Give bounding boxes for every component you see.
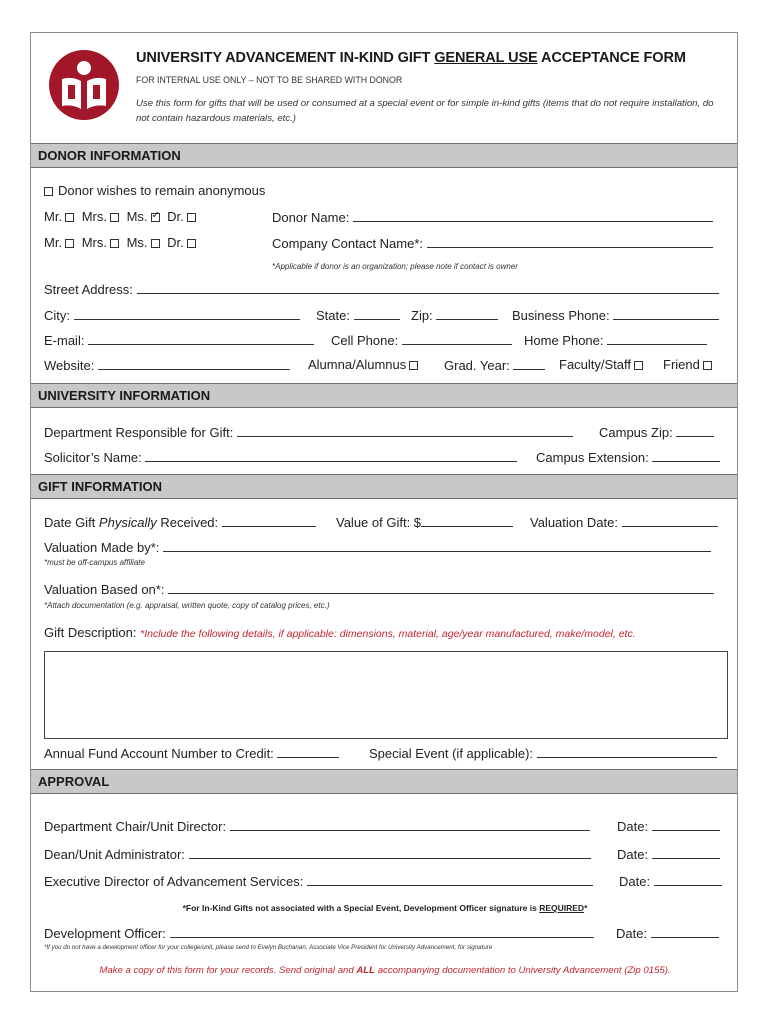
grad-year-field[interactable] bbox=[513, 357, 545, 370]
zip-field[interactable] bbox=[436, 307, 498, 320]
state-field[interactable] bbox=[354, 307, 400, 320]
dean-date-row: Date: bbox=[617, 846, 720, 862]
contact-mr-checkbox[interactable] bbox=[65, 239, 74, 248]
department-row: Department Responsible for Gift: bbox=[44, 424, 573, 440]
solicitor-row: Solicitor’s Name: bbox=[44, 449, 517, 465]
contact-ms-checkbox[interactable] bbox=[151, 239, 160, 248]
dev-officer-signature-field[interactable] bbox=[170, 925, 594, 938]
section-university-information: UNIVERSITY INFORMATION bbox=[31, 383, 737, 408]
grad-year-row: Grad. Year: bbox=[444, 357, 545, 373]
valuation-based-row: Valuation Based on*: bbox=[44, 581, 714, 597]
alumna-row: Alumna/Alumnus bbox=[308, 357, 418, 372]
chair-date-field[interactable] bbox=[652, 818, 720, 831]
footer-instructions: Make a copy of this form for your records. Send original and ALL accompanying documentation to University Advancement (Zip 0155). bbox=[99, 965, 671, 976]
university-logo-icon bbox=[48, 49, 120, 121]
company-contact-note: *Applicable if donor is an organization; please note if contact is owner bbox=[272, 262, 518, 271]
dev-officer-date-field[interactable] bbox=[651, 925, 719, 938]
cell-phone-row: Cell Phone: bbox=[331, 332, 512, 348]
date-received-field[interactable] bbox=[222, 514, 316, 527]
friend-checkbox[interactable] bbox=[703, 361, 712, 370]
section-approval: APPROVAL bbox=[31, 769, 737, 794]
campus-extension-row: Campus Extension: bbox=[536, 449, 720, 465]
section-donor-information: DONOR INFORMATION bbox=[31, 143, 737, 168]
dean-date-field[interactable] bbox=[652, 846, 720, 859]
campus-zip-row: Campus Zip: bbox=[599, 424, 714, 440]
valuation-made-note: *must be off-campus affiliate bbox=[44, 558, 145, 567]
city-field[interactable] bbox=[74, 307, 300, 320]
company-contact-field[interactable] bbox=[427, 235, 713, 248]
dev-officer-row: Development Officer: bbox=[44, 925, 594, 941]
street-address-row: Street Address: bbox=[44, 281, 719, 297]
anonymous-checkbox[interactable] bbox=[44, 187, 53, 196]
faculty-row: Faculty/Staff bbox=[559, 357, 643, 372]
special-event-field[interactable] bbox=[537, 745, 717, 758]
state-row: State: bbox=[316, 307, 400, 323]
valuation-based-note: *Attach documentation (e.g. appraisal, written quote, copy of catalog prices, etc.) bbox=[44, 601, 330, 610]
donor-name-field[interactable] bbox=[353, 209, 713, 222]
valuation-date-field[interactable] bbox=[622, 514, 718, 527]
donor-name-row: Donor Name: bbox=[272, 209, 713, 225]
annual-fund-field[interactable] bbox=[277, 745, 339, 758]
special-event-row: Special Event (if applicable): bbox=[369, 745, 717, 761]
contact-mrs-checkbox[interactable] bbox=[110, 239, 119, 248]
honorific-row-1: Mr. Mrs. Ms.✓ Dr. bbox=[44, 209, 196, 224]
internal-use-note: FOR INTERNAL USE ONLY – NOT TO BE SHARED WITH DONOR bbox=[136, 75, 403, 85]
alumna-checkbox[interactable] bbox=[409, 361, 418, 370]
chair-row: Department Chair/Unit Director: bbox=[44, 818, 590, 834]
annual-fund-row: Annual Fund Account Number to Credit: bbox=[44, 745, 339, 761]
street-address-field[interactable] bbox=[137, 281, 719, 294]
dr-checkbox[interactable] bbox=[187, 213, 196, 222]
chair-date-row: Date: bbox=[617, 818, 720, 834]
mrs-checkbox[interactable] bbox=[110, 213, 119, 222]
department-field[interactable] bbox=[237, 424, 573, 437]
chair-signature-field[interactable] bbox=[230, 818, 590, 831]
dean-row: Dean/Unit Administrator: bbox=[44, 846, 591, 862]
company-contact-row: Company Contact Name*: bbox=[272, 235, 713, 251]
dean-signature-field[interactable] bbox=[189, 846, 591, 859]
email-row: E-mail: bbox=[44, 332, 314, 348]
form-title: UNIVERSITY ADVANCEMENT IN-KIND GIFT GENERAL USE ACCEPTANCE FORM bbox=[136, 50, 686, 66]
contact-dr-checkbox[interactable] bbox=[187, 239, 196, 248]
friend-row: Friend bbox=[663, 357, 712, 372]
valuation-based-field[interactable] bbox=[168, 581, 714, 594]
ms-checkbox[interactable] bbox=[151, 213, 160, 222]
website-row: Website: bbox=[44, 357, 290, 373]
honorific-row-2: Mr. Mrs. Ms. Dr. bbox=[44, 235, 196, 250]
date-received-row: Date Gift Physically Received: bbox=[44, 514, 316, 530]
valuation-date-row: Valuation Date: bbox=[530, 514, 718, 530]
mr-checkbox[interactable] bbox=[65, 213, 74, 222]
campus-extension-field[interactable] bbox=[652, 449, 720, 462]
city-row: City: bbox=[44, 307, 300, 323]
value-of-gift-field[interactable] bbox=[421, 514, 513, 527]
dev-officer-note: *If you do not have a development officer for your college/unit, please send to Evelyn Buchanan, Associate Vice President for University Advancement, for signature bbox=[44, 944, 493, 951]
email-field[interactable] bbox=[88, 332, 314, 345]
exec-director-date-field[interactable] bbox=[654, 873, 722, 886]
form-intro: Use this form for gifts that will be used or consumed at a special event or for simple in-kind gifts (items that do not require installation, do not contain hazardous materials, etc.) bbox=[136, 98, 714, 124]
solicitor-field[interactable] bbox=[145, 449, 517, 462]
gift-description-hint: *Include the following details, if applicable: dimensions, material, age/year manufactured, make/model, etc. bbox=[140, 628, 636, 640]
website-field[interactable] bbox=[98, 357, 290, 370]
campus-zip-field[interactable] bbox=[676, 424, 714, 437]
anonymous-row: Donor wishes to remain anonymous bbox=[44, 183, 265, 198]
business-phone-row: Business Phone: bbox=[512, 307, 719, 323]
section-gift-information: GIFT INFORMATION bbox=[31, 474, 737, 499]
home-phone-row: Home Phone: bbox=[524, 332, 707, 348]
zip-row: Zip: bbox=[411, 307, 498, 323]
exec-director-signature-field[interactable] bbox=[307, 873, 593, 886]
home-phone-field[interactable] bbox=[607, 332, 707, 345]
value-of-gift-row: Value of Gift: $ bbox=[336, 514, 513, 530]
faculty-checkbox[interactable] bbox=[634, 361, 643, 370]
gift-description-row: Gift Description: *Include the following details, if applicable: dimensions, material, age/year manufactured, make/model, etc. bbox=[44, 625, 636, 640]
gift-description-textarea[interactable] bbox=[44, 651, 728, 739]
cell-phone-field[interactable] bbox=[402, 332, 512, 345]
exec-director-date-row: Date: bbox=[619, 873, 722, 889]
required-note: *For In-Kind Gifts not associated with a Special Event, Development Officer signature is REQUIRED* bbox=[182, 903, 588, 913]
valuation-made-row: Valuation Made by*: bbox=[44, 539, 711, 555]
valuation-made-field[interactable] bbox=[163, 539, 711, 552]
business-phone-field[interactable] bbox=[613, 307, 719, 320]
exec-director-row: Executive Director of Advancement Services: bbox=[44, 873, 593, 889]
dev-officer-date-row: Date: bbox=[616, 925, 719, 941]
